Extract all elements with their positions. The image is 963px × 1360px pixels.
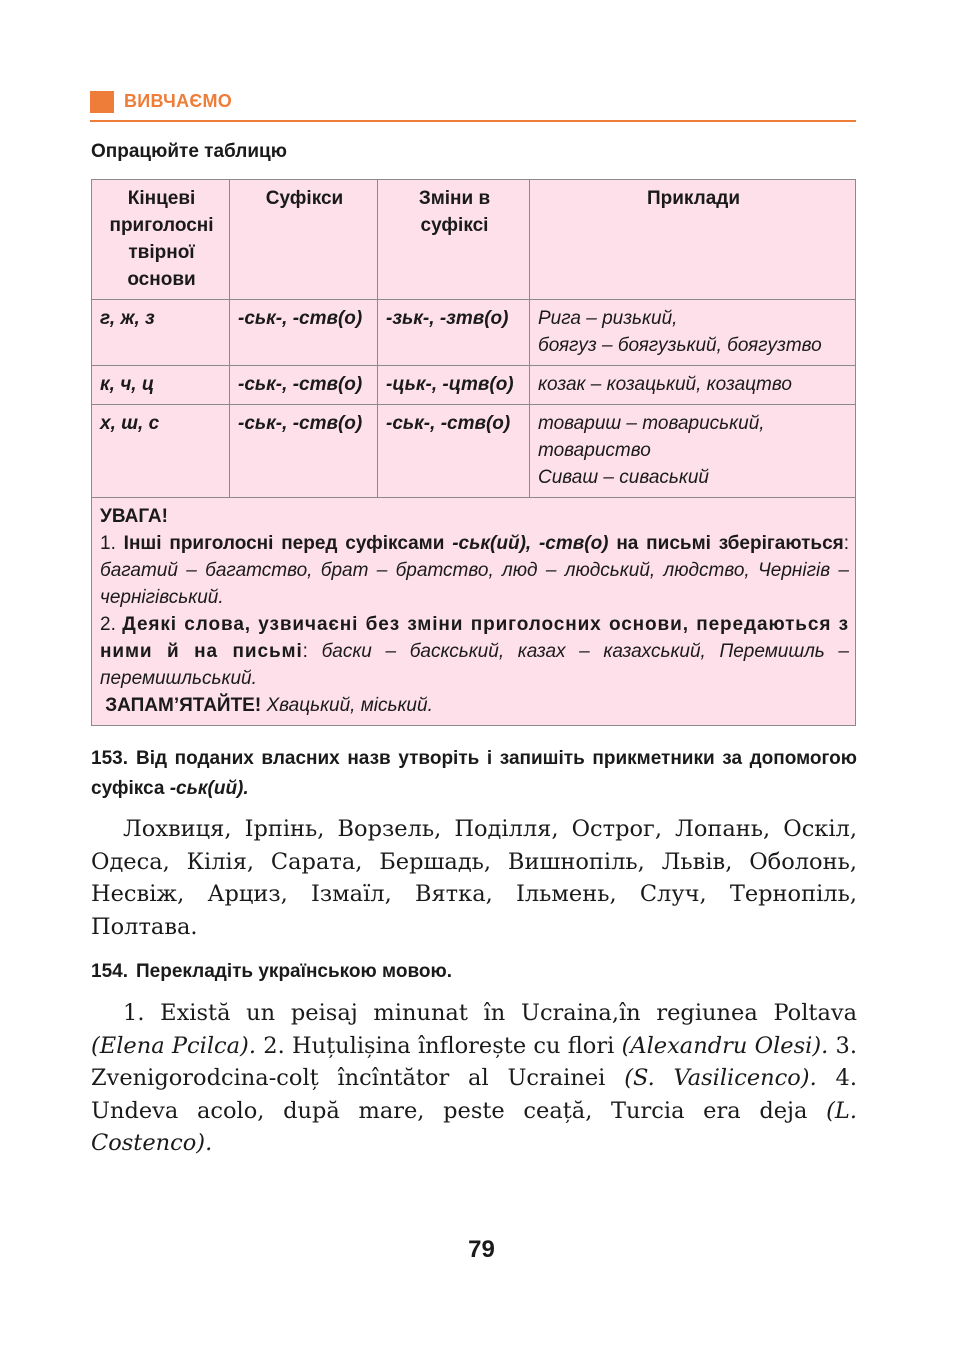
note-item-2: 2. Деякі слова, узвичаєні без зміни приголосних основи, передаються з ними й на письмі: баски – баскський, казах – казахський, Перемишль – перемишльський. bbox=[100, 614, 849, 689]
page-number: 79 bbox=[468, 1236, 495, 1263]
note-row bbox=[92, 498, 856, 726]
cell-suffixes: -ськ-, -ств(о) bbox=[230, 405, 378, 498]
cell-examples bbox=[530, 300, 856, 366]
cell-examples bbox=[530, 366, 856, 405]
example-line: Сиваш – сиваський bbox=[538, 467, 709, 488]
cell-examples bbox=[530, 405, 856, 498]
table-row bbox=[92, 405, 856, 498]
example-line: товариство bbox=[538, 440, 651, 461]
attention-note bbox=[92, 498, 856, 726]
suffix-rules-table bbox=[91, 179, 856, 726]
cell-consonants: г, ж, з bbox=[92, 300, 230, 366]
header-consonants: Кінцеві приголосні твірної основи bbox=[92, 180, 230, 300]
section-marker-icon bbox=[90, 91, 114, 113]
note-item-1: 1. Інші приголосні перед суфіксами -ськ(ий), -ств(о) на письмі зберігаються: багатий – багатство, брат – братство, люд – людський, людство, Чернігів – чернігівський. bbox=[100, 533, 850, 608]
task-text: Перекладіть українською мовою. bbox=[135, 961, 452, 982]
table-instruction: Опрацюйте таблицю bbox=[91, 141, 287, 162]
example-line: боягуз – боягузький, боягузтво bbox=[538, 335, 822, 356]
task-text: Від поданих власних назв утворіть і запишіть прикметники за допомогою суфікса bbox=[91, 748, 857, 799]
cell-changes: -цьк-, -цтв(о) bbox=[378, 366, 530, 405]
note-remember: ЗАПАМ’ЯТАЙТЕ! Хвацький, міський. bbox=[105, 695, 433, 716]
task-153-exercise: Лохвиця, Ірпінь, Ворзель, Поділля, Острог, Лопань, Оскіл, Одеса, Кілія, Сарата, Бершадь, Вишнопіль, Львів, Оболонь, Несвіж, Арциз, Ізмаїл, Вятка, Ільмень, Случ, Тернопіль, Полтава. bbox=[91, 816, 857, 940]
example-line: товариш – товариський, bbox=[538, 413, 765, 434]
table-row bbox=[92, 366, 856, 405]
note-title: УВАГА! bbox=[100, 506, 168, 527]
table-row bbox=[92, 300, 856, 366]
example-line: Рига – ризький, bbox=[538, 308, 678, 329]
header-examples: Приклади bbox=[530, 180, 856, 300]
cell-suffixes: -ськ-, -ств(о) bbox=[230, 366, 378, 405]
task-suffix: -ськ(ий). bbox=[169, 778, 249, 799]
task-153-heading bbox=[91, 744, 857, 804]
header-suffixes: Суфікси bbox=[230, 180, 378, 300]
section-header bbox=[90, 90, 856, 122]
task-number: 154. bbox=[91, 961, 128, 982]
task-154-exercise: 1. Există un peisaj minunat în Ucraina,în regiunea Poltava (Elena Pcilca). 2. Huțulișina înflorește cu flori (Alexandru Olesi). 3. Zvenigorodcina-colț încîntător al Ucrainei (S. Vasilicenco). 4. Undeva acolo, după mare, peste ceață, Turcia era deja (L. Costenco). bbox=[91, 1000, 858, 1156]
table-header-row bbox=[92, 180, 856, 300]
cell-changes: -ськ-, -ств(о) bbox=[378, 405, 530, 498]
section-title: ВИВЧАЄМО bbox=[124, 91, 233, 111]
header-changes: Зміни в суфіксі bbox=[378, 180, 530, 300]
cell-consonants: к, ч, ц bbox=[92, 366, 230, 405]
cell-consonants: х, ш, с bbox=[92, 405, 230, 498]
task-154-heading bbox=[91, 957, 857, 987]
example-line: козак – козацький, козацтво bbox=[538, 374, 792, 395]
cell-suffixes: -ськ-, -ств(о) bbox=[230, 300, 378, 366]
task-number: 153. bbox=[91, 748, 128, 769]
cell-changes: -зьк-, -зтв(о) bbox=[378, 300, 530, 366]
